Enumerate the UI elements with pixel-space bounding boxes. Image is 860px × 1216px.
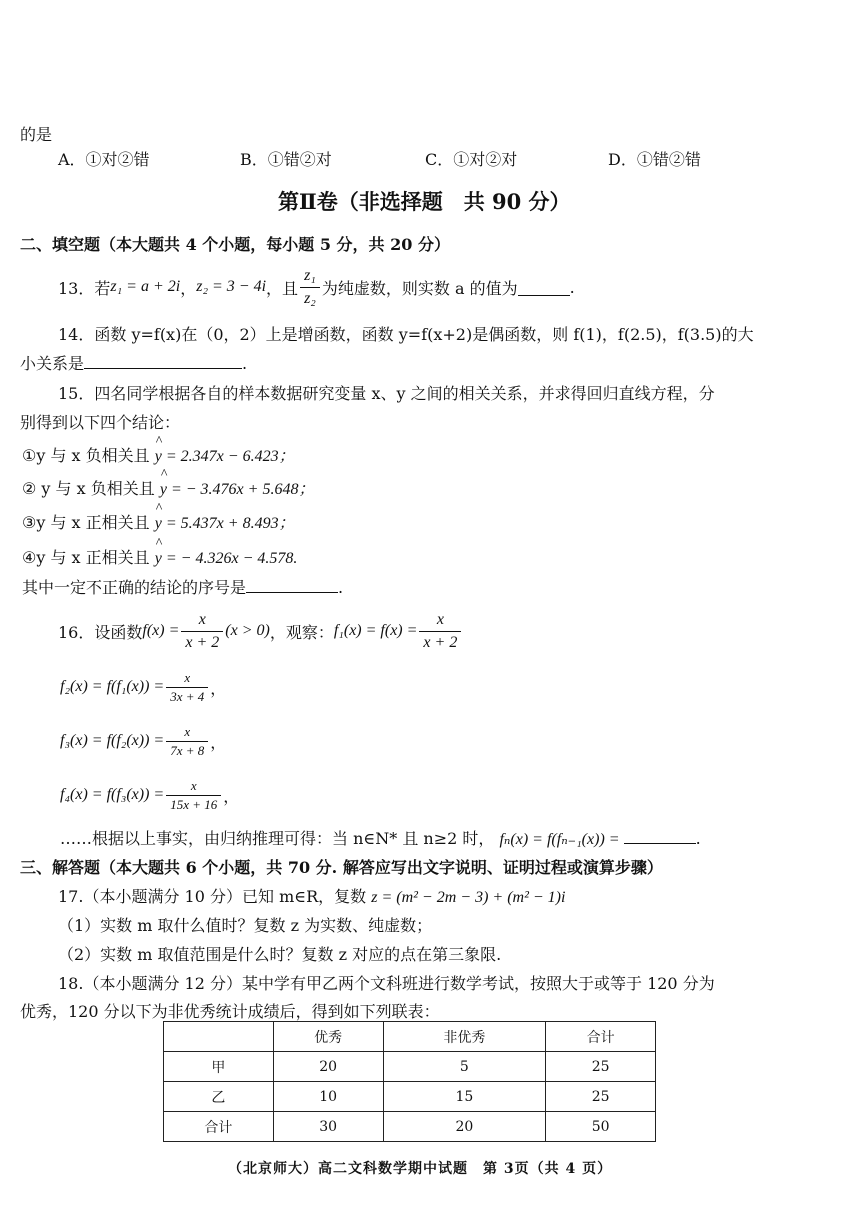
table-header-cell: 合计 — [546, 1022, 656, 1052]
table-cell: 乙 — [164, 1082, 274, 1112]
q12-option-b: B．①错②对 — [240, 150, 332, 169]
q16-conclusion: ……根据以上事实，由归纳推理可得：当 n∈N* 且 n≥2 时， fₙ(x) = f(fₙ₋₁(x)) = . — [60, 829, 701, 848]
table-cell: 15 — [383, 1082, 546, 1112]
q16-f4: f₄(x) = f(f₃(x)) = $\frac{x}{15x + 16}$ ， — [60, 777, 240, 812]
q15-statement-1: ①y 与 x 负相关且 ^ y = 2.347x − 6.423； — [22, 443, 295, 466]
question-14-line2: 小关系是 . — [20, 354, 248, 373]
question-17-part2: （2）实数 m 取值范围是什么时？复数 z 对应的点在第三象限. — [58, 945, 502, 964]
section2-title: 第Ⅱ卷（非选择题 共 90 分） — [278, 189, 571, 214]
contingency-table — [163, 1021, 656, 1142]
question-15-ask: 其中一定不正确的结论的序号是 . — [22, 578, 344, 597]
table-cell: 25 — [546, 1082, 656, 1112]
table-row — [164, 1082, 656, 1112]
table-cell: 25 — [546, 1052, 656, 1082]
question-15-line2: 别得到以下四个结论： — [20, 413, 181, 432]
question-15-line1: 15．四名同学根据各自的样本数据研究变量 x、y 之间的相关关系，并求得回归直线方程，分 — [58, 384, 715, 403]
answer-blank-14 — [84, 352, 242, 369]
q15-statement-2: ② y 与 x 负相关且 ^ y = − 3.476x + 5.648； — [22, 476, 314, 499]
q16-f3: f₃(x) = f(f₂(x)) = $\frac{x}{7x + 8}$ ， — [60, 723, 227, 758]
question-18-line2: 优秀，120 分以下为非优秀统计成绩后，得到如下列联表： — [20, 1002, 440, 1021]
question-16: 16．设函数 f(x) = $\frac{x}{x + 2}$ (x > 0) ，观察： f₁(x) = f(x) = $\frac{x}{x + 2}$ — [58, 605, 463, 657]
question-13: 13．若 z₁ = a + 2i ， z₂ = 3 − 4i ，且 $\frac{\text{z₁}}{\text{z₂}}$ 为纯虚数，则实数 a 的值为 . — [58, 266, 575, 307]
table-header-row — [164, 1022, 656, 1052]
table-cell: 甲 — [164, 1052, 274, 1082]
question-17-part1: （1）实数 m 取什么值时？复数 z 为实数、纯虚数； — [58, 916, 433, 935]
q16-f2: f₂(x) = f(f₁(x)) = $\frac{x}{3x + 4}$ ， — [60, 669, 227, 704]
question-18-line1: 18.（本小题满分 12 分）某中学有甲乙两个文科班进行数学考试，按照大于或等于 120 分为 — [58, 974, 715, 993]
q12-option-c: C．①对②对 — [425, 150, 518, 169]
table-row — [164, 1052, 656, 1082]
page-footer: （北京师大）高二文科数学期中试题 第 3页（共 4 页） — [228, 1161, 613, 1177]
table-cell: 10 — [273, 1082, 383, 1112]
answer-blank-13 — [518, 279, 570, 296]
table-header-cell: 非优秀 — [383, 1022, 546, 1052]
question-17: 17.（本小题满分 10 分）已知 m∈R，复数 z = (m² − 2m − 3) + (m² − 1)i — [58, 887, 566, 906]
q15-statement-4: ④y 与 x 正相关且 ^ y = − 4.326x − 4.578. — [22, 545, 297, 568]
table-cell: 20 — [383, 1112, 546, 1142]
table-cell: 50 — [546, 1112, 656, 1142]
part3-header: 三、解答题（本大题共 6 个小题，共 70 分. 解答应写出文字说明、证明过程或演算步骤） — [20, 858, 663, 877]
table-cell — [164, 1022, 274, 1052]
q15-statement-3: ③y 与 x 正相关且 ^ y = 5.437x + 8.493； — [22, 510, 295, 533]
question-14-line1: 14．函数 y=f(x)在（0，2）上是增函数，函数 y=f(x+2)是偶函数，则 f(1)，f(2.5)，f(3.5)的大 — [58, 325, 754, 344]
table-cell: 合计 — [164, 1112, 274, 1142]
answer-blank-16 — [624, 827, 696, 844]
q12-tail: 的是 — [20, 125, 53, 144]
part2-header: 二、填空题（本大题共 4 个小题，每小题 5 分，共 20 分） — [20, 235, 450, 254]
q12-option-a: A．①对②错 — [58, 150, 150, 169]
table-header-cell: 优秀 — [273, 1022, 383, 1052]
answer-blank-15 — [246, 576, 338, 593]
table-cell: 30 — [273, 1112, 383, 1142]
table-cell: 5 — [383, 1052, 546, 1082]
table-cell: 20 — [273, 1052, 383, 1082]
q12-option-d: D．①错②错 — [608, 150, 701, 169]
table-row — [164, 1112, 656, 1142]
